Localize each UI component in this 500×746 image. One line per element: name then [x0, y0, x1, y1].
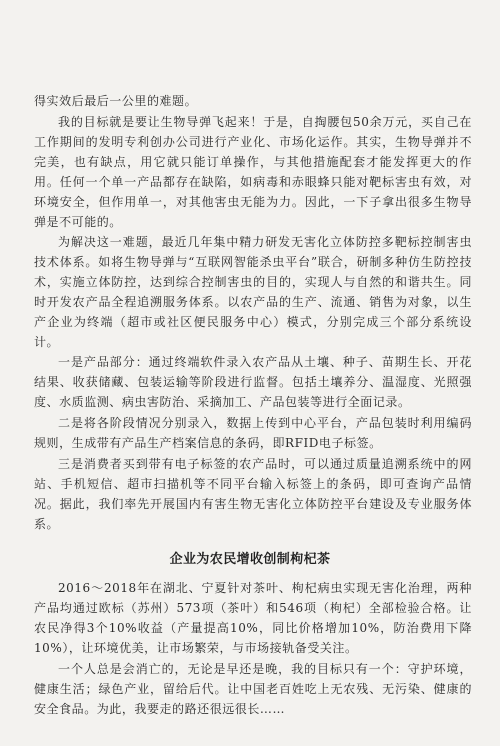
paragraph: 二是将各阶段情况分别录入，数据上传到中心平台，产品包装时利用编码规则，生成带有产品生产档案信息的条码，即RFID电子标签。: [34, 416, 472, 450]
paragraph: 一个人总是会消亡的，无论是早还是晚，我的目标只有一个：守护环境，健康生活；绿色产业，留给后代。让中国老百姓吃上无农残、无污染、健康的安全食品。为此，我要走的路还很远很长……: [34, 662, 472, 716]
section-heading: 企业为农民增收创制枸杞茶: [169, 552, 331, 567]
paragraph: 得实效后最后一公里的难题。: [34, 94, 198, 108]
paragraph: 一是产品部分：通过终端软件录入农产品从土壤、种子、苗期生长、开花结果、收获储藏、包装运输等阶段进行监督。包括土壤养分、温湿度、光照强度、水质监测、病虫害防治、采摘加工、产品包装等进行全面记录。: [34, 355, 472, 409]
paragraph: 三是消费者买到带有电子标签的农产品时，可以通过质量追溯系统中的网站、手机短信、超市扫描机等不同平台输入标签上的条码，即可查询产品情况。据此，我们率先开展国内有害生物无害化立体防控平台建设及专业服务体系。: [34, 457, 472, 531]
paragraph: 2016～2018年在湖北、宁夏针对茶叶、枸杞病虫实现无害化治理，两种产品均通过欧标（苏州）573项（茶叶）和546项（枸杞）全部检验合格。让农民净得3个10%收益（产量提高10%，同比价格增加10%，防治费用下降10%），让环境优美，让市场繁荣，与市场接轨备受关注。: [34, 581, 472, 655]
paragraph: 为解决这一难题，最近几年集中精力研发无害化立体防控多靶标控制害虫技术体系。如将生物导弹与“互联网智能杀虫平台”联合，研制多种仿生防控技术，实施立体防控，达到综合控制害虫的目的，实现人与自然的和谐共生。同时开发农产品全程追溯服务体系。以农产品的生产、流通、销售为对象，以生产企业为终端（超市或社区便民服务中心）模式，分别完成三个部分系统设计。: [34, 235, 472, 349]
paragraph: 我的目标就是要让生物导弹飞起来！于是，自掏腰包50余万元，买自己在工作期间的发明专利创办公司进行产业化、市场化运作。其实，生物导弹并不完美，也有缺点，用它就只能订单操作，与其他措施配套才能发挥更大的作用。任何一个单一产品都存在缺陷，如病毒和赤眼蜂只能对靶标害虫有效，对环境安全，但作用单一，对其他害虫无能为力。因此，一下子拿出很多生物导弹是不可能的。: [34, 115, 472, 229]
